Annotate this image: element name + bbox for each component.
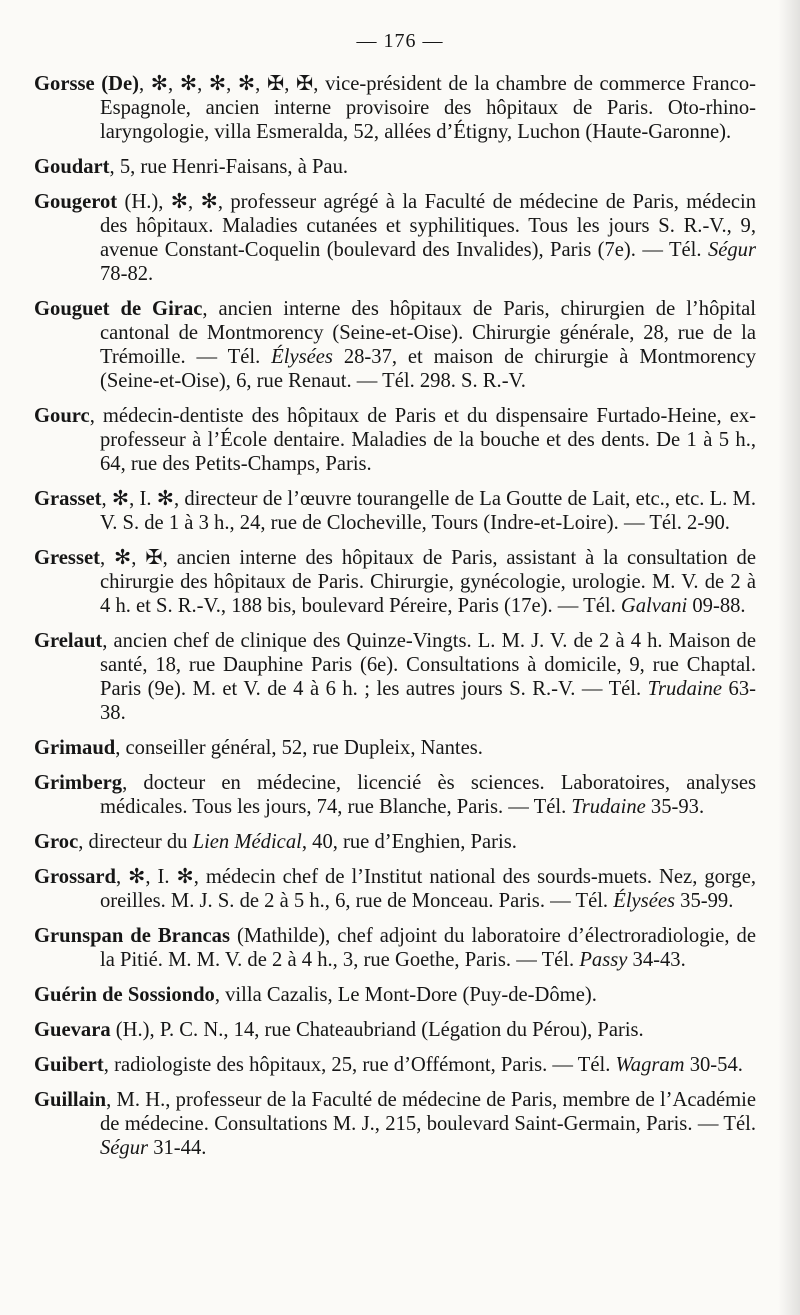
tel-number: 28-37, et maison de chirurgie à Montmorency (Seine-et-Oise), 6, rue Renaut. — Tél. 298. S. R.-V. [100, 346, 756, 392]
directory-entry [34, 297, 756, 393]
entry-name: Gresset [34, 547, 100, 569]
entry-text: , ✻, ✻, ✻, ✻, ✠, ✠, vice-président de la chambre de commerce Franco-Espagnole, ancien interne provisoire des hôpitaux de Paris. Oto-rhino-laryngologie, villa Esmeralda, 52, allées d’Étigny, Luchon (Haute-Garonne). [100, 73, 756, 143]
entry-name: Gourc [34, 405, 90, 427]
journal-title: Lien Médical [192, 831, 302, 853]
entry-name: Goudart [34, 156, 110, 178]
tel-number: 09-88. [687, 595, 746, 617]
directory-entry [34, 924, 756, 972]
entry-name: Gouguet de Girac [34, 298, 203, 320]
tel-exchange: Élysées [613, 890, 675, 912]
entry-text: , conseiller général, 52, rue Dupleix, Nantes. [115, 737, 483, 759]
entry-name: Grunspan de Brancas [34, 925, 230, 947]
directory-entry [34, 1088, 756, 1160]
tel-number: 34-43. [627, 949, 686, 971]
tel-number: 63-38. [100, 678, 756, 724]
directory-entry [34, 736, 756, 760]
tel-number: 78-82. [100, 263, 154, 285]
tel-exchange: Wagram [615, 1054, 685, 1076]
entry-name: Grimaud [34, 737, 116, 759]
entry-text: (H.), ✻, ✻, professeur agrégé à la Faculté de médecine de Paris, médecin des hôpitaux. Maladies cutanées et syphilitiques. Tous les jours S. R.-V., 9, avenue Constant-Coquelin (boulevard des Invalides), Paris (7e). — Tél. [100, 191, 756, 261]
directory-entry [34, 629, 756, 725]
entry-text: , ✻, ✠, ancien interne des hôpitaux de Paris, assistant à la consultation de chirurgie des hôpitaux de Paris. Chirurgie, gynécologie, urologie. M. V. de 2 à 4 h. et S. R.-V., 188 bis, boulevard Péreire, Paris (17e). — Tél. [99, 547, 756, 617]
entry-text: , villa Cazalis, Le Mont-Dore (Puy-de-Dôme). [214, 984, 597, 1006]
directory-entry [34, 1018, 756, 1042]
directory-entries [34, 72, 756, 1171]
entry-name: Grimberg [34, 772, 123, 794]
entry-name: Groc [34, 831, 79, 853]
entry-text: , M. H., professeur de la Faculté de médecine de Paris, membre de l’Académie de médecine. Consultations M. J., 215, boulevard Saint-Germain, Paris. — Tél. [100, 1089, 756, 1135]
directory-entry [34, 487, 756, 535]
entry-text: , ancien chef de clinique des Quinze-Vingts. L. M. J. V. de 2 à 4 h. Maison de santé, 18, rue Dauphine Paris (6e). Consultations à domicile, 9, rue Chaptal. Paris (9e). M. et V. de 4 à 6 h. ; les autres jours S. R.-V. — Tél. [100, 630, 756, 700]
entry-name: Grasset [34, 488, 102, 510]
directory-entry [34, 1053, 756, 1077]
directory-entry [34, 546, 756, 618]
entry-text: , ✻, I. ✻, directeur de l’œuvre tourangelle de La Goutte de Lait, etc., etc. L. M. V. S. de 1 à 3 h., 24, rue de Clocheville, Tours (Indre-et-Loire). — Tél. 2-90. [100, 488, 756, 534]
directory-entry [34, 983, 756, 1007]
entry-name: Guillain [34, 1089, 107, 1111]
entry-text: , ancien interne des hôpitaux de Paris, chirurgien de l’hôpital cantonal de Montmorency (Seine-et-Oise). Chirurgie générale, 28, rue de la Trémoille. — Tél. [100, 298, 756, 368]
entry-text: , directeur du [78, 831, 193, 853]
entry-name: Guevara [34, 1019, 111, 1041]
tel-exchange: Ségur [100, 1137, 149, 1159]
entry-text: , radiologiste des hôpitaux, 25, rue d’Offémont, Paris. — Tél. [103, 1054, 616, 1076]
entry-text: , docteur en médecine, licencié ès sciences. Laboratoires, analyses médicales. Tous les jours, 74, rue Blanche, Paris. — Tél. [100, 772, 756, 818]
entry-text-end: , 40, rue d’Enghien, Paris. [301, 831, 517, 853]
entry-text: (H.), P. C. N., 14, rue Chateaubriand (Légation du Pérou), Paris. [110, 1019, 644, 1041]
tel-exchange: Galvani [620, 595, 688, 617]
directory-entry [34, 771, 756, 819]
tel-number: 30-54. [684, 1054, 743, 1076]
entry-name: Grossard [34, 866, 117, 888]
tel-number: 31-44. [148, 1137, 207, 1159]
directory-entry [34, 865, 756, 913]
directory-entry [34, 72, 756, 144]
tel-number: 35-93. [645, 796, 705, 818]
tel-exchange: Ségur [707, 239, 756, 261]
tel-exchange: Trudaine [647, 678, 723, 700]
entry-name: Grelaut [34, 630, 103, 652]
tel-number: 35-99. [675, 890, 734, 912]
entry-name: Gougerot [34, 191, 118, 213]
entry-text: , 5, rue Henri-Faisans, à Pau. [109, 156, 349, 178]
tel-exchange: Trudaine [571, 796, 646, 818]
entry-text: , médecin-dentiste des hôpitaux de Paris et du dispensaire Furtado-Heine, ex-professeur à l’École dentaire. Maladies de la bouche et des dents. De 1 à 5 h., 64, rue des Petits-Champs, Paris. [89, 405, 756, 475]
tel-exchange: Élysées [271, 346, 333, 368]
directory-entry [34, 190, 756, 286]
entry-name: Guérin de Sossiondo [34, 984, 215, 1006]
entry-text: , ✻, I. ✻, médecin chef de l’Institut national des sourds-muets. Nez, gorge, oreilles. M. J. S. de 2 à 5 h., 6, rue de Monceau. Paris. — Tél. [100, 866, 756, 912]
entry-text: (Mathilde), chef adjoint du laboratoire d’électroradiologie, de la Pitié. M. M. V. de 2 à 4 h., 3, rue Goethe, Paris. — Tél. [100, 925, 756, 971]
directory-entry [34, 155, 756, 179]
directory-entry [34, 830, 756, 854]
directory-entry [34, 404, 756, 476]
tel-exchange: Passy [579, 949, 628, 971]
page-number: — 176 — [356, 30, 444, 52]
entry-name: Guibert [34, 1054, 104, 1076]
entry-name: Gorsse (De) [34, 73, 139, 95]
